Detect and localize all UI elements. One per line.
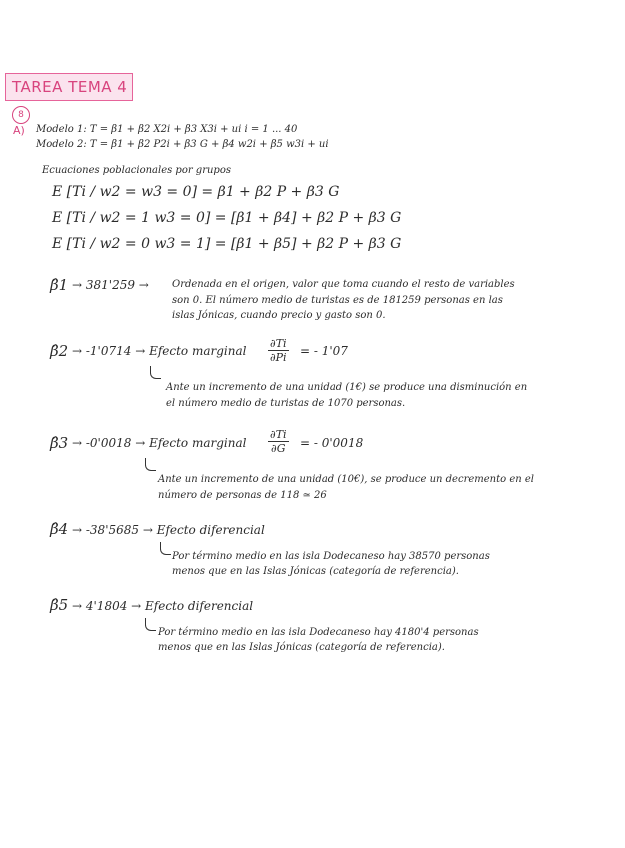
arrow-hook-icon bbox=[160, 542, 171, 555]
beta2-derivative bbox=[268, 337, 289, 364]
equation-1: E [Ti / w2 = w3 = 0] = β1 + β2 P + β3 G bbox=[52, 184, 340, 200]
beta3-result: = - 0'0018 bbox=[300, 436, 364, 450]
beta3-symbol: β̂3 bbox=[50, 434, 69, 452]
beta2-frac-num: ∂Ti bbox=[270, 337, 287, 350]
model-1: Modelo 1: T = β1 + β2 X2i + β3 X3i + ui i = 1 ... 40 bbox=[36, 124, 298, 135]
beta3-frac-den: ∂G bbox=[271, 442, 286, 455]
page-title: TAREA TEMA 4 bbox=[5, 73, 133, 101]
section-letter: A) bbox=[13, 124, 25, 137]
beta4-symbol: β̂4 bbox=[50, 520, 69, 538]
arrow-hook-icon bbox=[145, 618, 156, 631]
equation-2: E [Ti / w2 = 1 w3 = 0] = [β1 + β4] + β2 P + β3 G bbox=[52, 210, 402, 226]
beta3-frac-num: ∂Ti bbox=[270, 428, 287, 441]
beta3-derivative bbox=[268, 428, 289, 455]
beta3-value: → -0'0018 → Efecto marginal bbox=[72, 436, 247, 450]
beta2-result: = - 1'07 bbox=[300, 344, 348, 358]
beta1-text-1: Ordenada en el origen, valor que toma cuando el resto de variables bbox=[172, 279, 515, 290]
equations-heading: Ecuaciones poblacionales por grupos bbox=[42, 165, 231, 176]
beta4-text-1: Por término medio en las isla Dodecaneso hay 38570 personas bbox=[172, 551, 490, 562]
arrow-hook-icon bbox=[145, 458, 156, 471]
beta2-symbol: β̂2 bbox=[50, 342, 69, 360]
beta2-text-2: el número medio de turistas de 1070 personas. bbox=[166, 398, 406, 409]
beta2-value: → -1'0714 → Efecto marginal bbox=[72, 344, 247, 358]
arrow-hook-icon bbox=[150, 366, 161, 379]
beta1-text-2: son 0. El número medio de turistas es de 181259 personas en las bbox=[172, 295, 503, 306]
beta3-text-1: Ante un incremento de una unidad (10€), se produce un decremento en el bbox=[158, 474, 534, 485]
beta4-value: → -38'5685 → Efecto diferencial bbox=[72, 523, 265, 537]
beta1-value: → 381'259 → bbox=[72, 278, 149, 292]
beta1-symbol: β̂1 bbox=[50, 276, 69, 294]
beta3-text-2: número de personas de 118 ≃ 26 bbox=[158, 490, 327, 501]
beta4-text-2: menos que en las Islas Jónicas (categoría de referencia). bbox=[172, 566, 459, 577]
equation-3: E [Ti / w2 = 0 w3 = 1] = [β1 + β5] + β2 P + β3 G bbox=[52, 236, 402, 252]
beta5-symbol: β̂5 bbox=[50, 596, 69, 614]
beta5-text-1: Por término medio en las isla Dodecaneso hay 4180'4 personas bbox=[158, 627, 479, 638]
beta5-text-2: menos que en las Islas Jónicas (categoría de referencia). bbox=[158, 642, 445, 653]
exercise-number: 8 bbox=[12, 106, 30, 124]
model-2: Modelo 2: T = β1 + β2 P2i + β3 G + β4 w2i + β5 w3i + ui bbox=[36, 139, 329, 150]
beta1-text-3: islas Jónicas, cuando precio y gasto son 0. bbox=[172, 310, 386, 321]
beta5-value: → 4'1804 → Efecto diferencial bbox=[72, 599, 254, 613]
beta2-text-1: Ante un incremento de una unidad (1€) se produce una disminución en bbox=[166, 382, 528, 393]
beta2-frac-den: ∂Pi bbox=[269, 351, 287, 364]
